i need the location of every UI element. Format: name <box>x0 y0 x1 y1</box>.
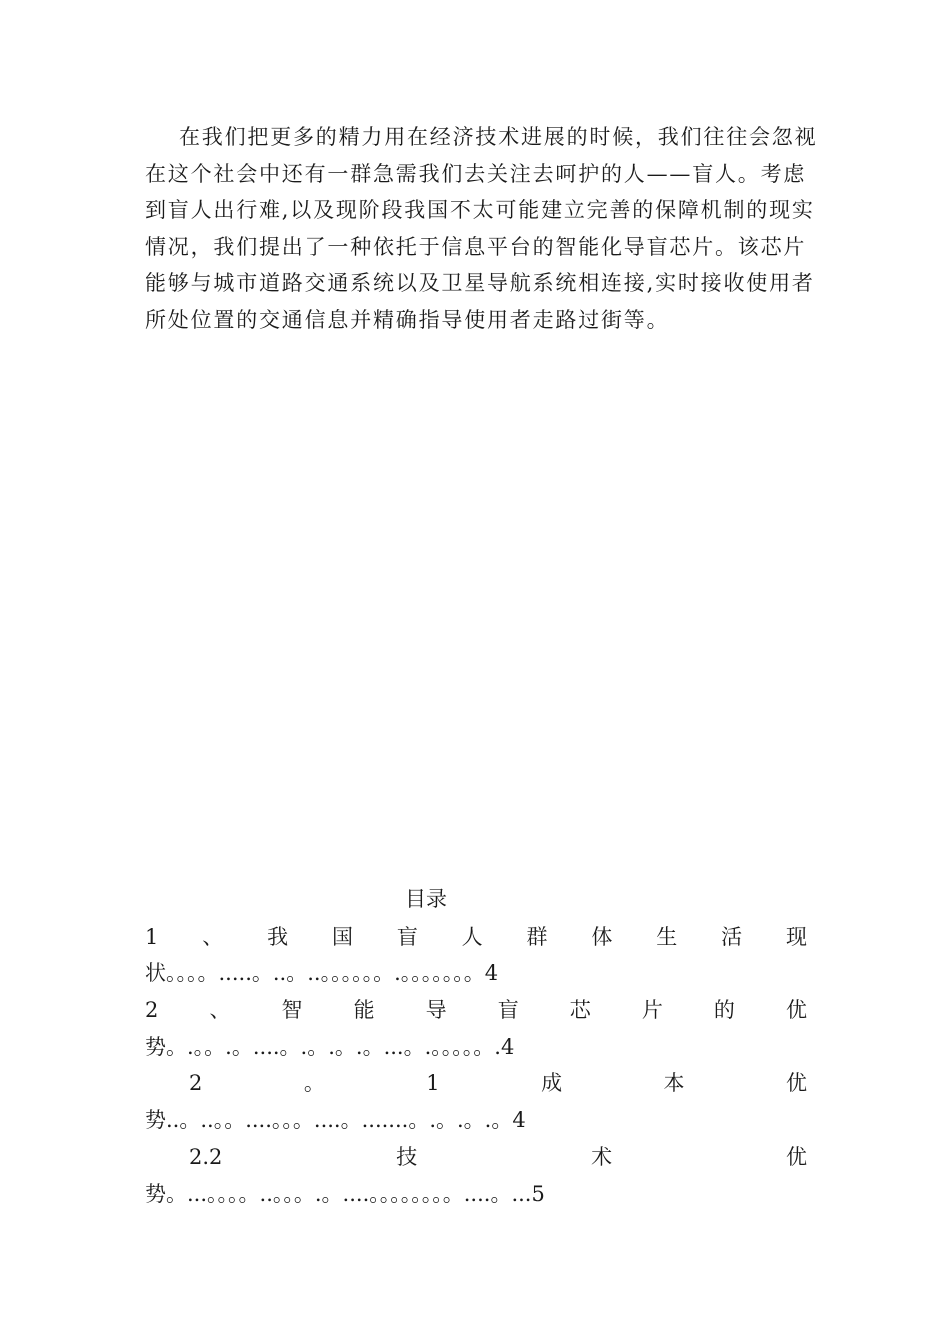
toc-token: 芯 <box>569 998 591 1022</box>
abstract-line: 在我们把更多的精力用在经济技术进展的时候，我们往往会忽视 <box>179 125 818 149</box>
abstract-line: 情况，我们提出了一种依托于信息平台的智能化导盲芯片。该芯片 <box>145 234 807 259</box>
toc-token: 片 <box>641 998 663 1022</box>
abstract-line: 能够与城市道路交通系统以及卫星导航系统相连接,实时接收使用者 <box>145 271 815 295</box>
toc-token: 智 <box>281 998 303 1022</box>
toc-token: 2 <box>189 1071 203 1095</box>
toc-token: 成 <box>541 1071 563 1095</box>
toc-entry-2-2-heading[interactable] <box>189 1142 807 1172</box>
toc-token: 盲 <box>396 925 418 949</box>
toc-entry-1-heading[interactable] <box>145 922 807 952</box>
toc-entry-2-2-leader[interactable]: 势。...。。。。..。。。.。....。。。。。。。。....。...5 <box>145 1182 545 1206</box>
toc-token: 、 <box>209 998 231 1022</box>
toc-token: 导 <box>425 998 447 1022</box>
toc-title: 目录 <box>405 887 447 911</box>
toc-token: 的 <box>713 998 735 1022</box>
toc-token: 体 <box>591 925 613 949</box>
toc-token: 术 <box>591 1145 613 1169</box>
toc-token: 群 <box>526 925 548 949</box>
toc-token: 活 <box>721 925 743 949</box>
toc-token: 2.2 <box>189 1145 223 1169</box>
abstract-paragraph <box>145 122 818 341</box>
abstract-line: 到盲人出行难,以及现阶段我国不太可能建立完善的保障机制的现实 <box>145 198 815 222</box>
abstract-line: 在这个社会中还有一群急需我们去关注去呵护的人——盲人。考虑 <box>145 161 807 186</box>
toc-entry-2-1-leader[interactable]: 势..。..。。....。。。....。.......。.。.。.。4 <box>145 1108 526 1132</box>
toc-token: 国 <box>331 925 353 949</box>
toc-entry-1-leader[interactable]: 状。。。。.....。..。..。。。。。。.。。。。。。。4 <box>145 961 499 985</box>
abstract-line: 所处位置的交通信息并精确指导使用者走路过街等。 <box>145 307 670 332</box>
toc-token: 能 <box>353 998 375 1022</box>
toc-token: 2 <box>145 998 159 1022</box>
toc-token: 本 <box>663 1071 685 1095</box>
toc-token: 1 <box>145 925 159 949</box>
toc-token: 盲 <box>497 998 519 1022</box>
toc-token: 生 <box>656 925 678 949</box>
toc-token: 、 <box>202 925 224 949</box>
toc-token: 1 <box>426 1071 440 1095</box>
toc-token: 我 <box>267 925 289 949</box>
toc-entry-2-leader[interactable]: 势。.。。.。....。.。.。.。...。.。。。。。.4 <box>145 1035 515 1059</box>
toc-token: 现 <box>785 925 807 949</box>
toc-token: 。 <box>303 1071 325 1095</box>
toc-token: 优 <box>785 1071 807 1095</box>
toc-token: 人 <box>461 925 483 949</box>
toc-entry-2-heading[interactable] <box>145 995 807 1025</box>
toc-token: 优 <box>785 998 807 1022</box>
toc-entry-2-1-heading[interactable] <box>189 1068 807 1098</box>
toc-token: 优 <box>785 1145 807 1169</box>
toc-token: 技 <box>396 1145 418 1169</box>
